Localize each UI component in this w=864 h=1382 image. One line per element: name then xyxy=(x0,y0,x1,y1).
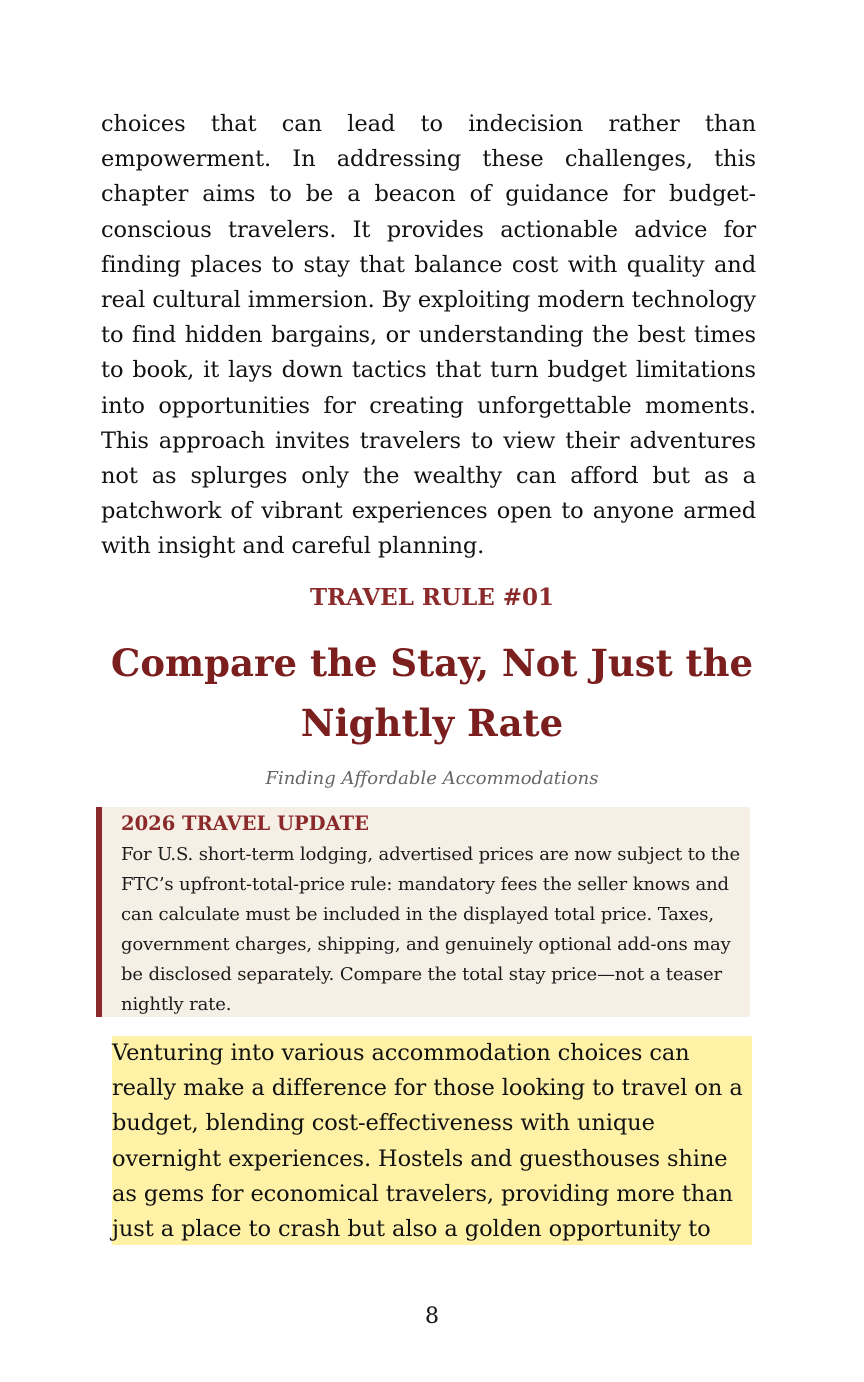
highlighted-passage[interactable] xyxy=(112,1036,752,1245)
travel-rule-label: TRAVEL RULE #01 xyxy=(309,584,555,611)
travel-rule-title: Compare the Stay, Not Just the Nightly Rate xyxy=(110,641,754,745)
travel-rule-subtitle: Finding Affordable Accommodations xyxy=(265,768,599,789)
update-body: For U.S. short-term lodging, advertised prices are now subject to the FTC’s upfront-total-price rule: mandatory fees the seller knows and can calculate must be included in the displayed total price. Taxes, government charges, shipping, and genuinely optional add-ons may be disclosed separately. Compare the total stay price—not a teaser nightly rate. xyxy=(121,844,741,1015)
highlighted-paragraph: Venturing into various accommodation choices can really make a difference for those looking to travel on a budget, blending cost-effectiveness with unique overnight experiences. Hostels and guesthouses shine as gems for economical travelers, providing more than just a place to crash but also a golden opportunity to xyxy=(112,1040,743,1243)
update-heading: 2026 TRAVEL UPDATE xyxy=(121,812,369,835)
intro-paragraph: choices that can lead to indecision rather than empowerment. In addressing these challenges, this chapter aims to be a beacon of guidance for budget-conscious travelers. It provides actionable advice for finding places to stay that balance cost with quality and real cultural immersion. By exploiting modern technology to find hidden bargains, or understanding the best times to book, it lays down tactics that turn budget limitations into opportunities for creating unforgettable moments. This approach invites travelers to view their adventures not as splurges only the wealthy can afford but as a patchwork of vibrant experiences open to anyone armed with insight and careful planning. xyxy=(101,111,756,560)
travel-update-callout xyxy=(96,807,750,1017)
page-number: 8 xyxy=(425,1304,439,1329)
